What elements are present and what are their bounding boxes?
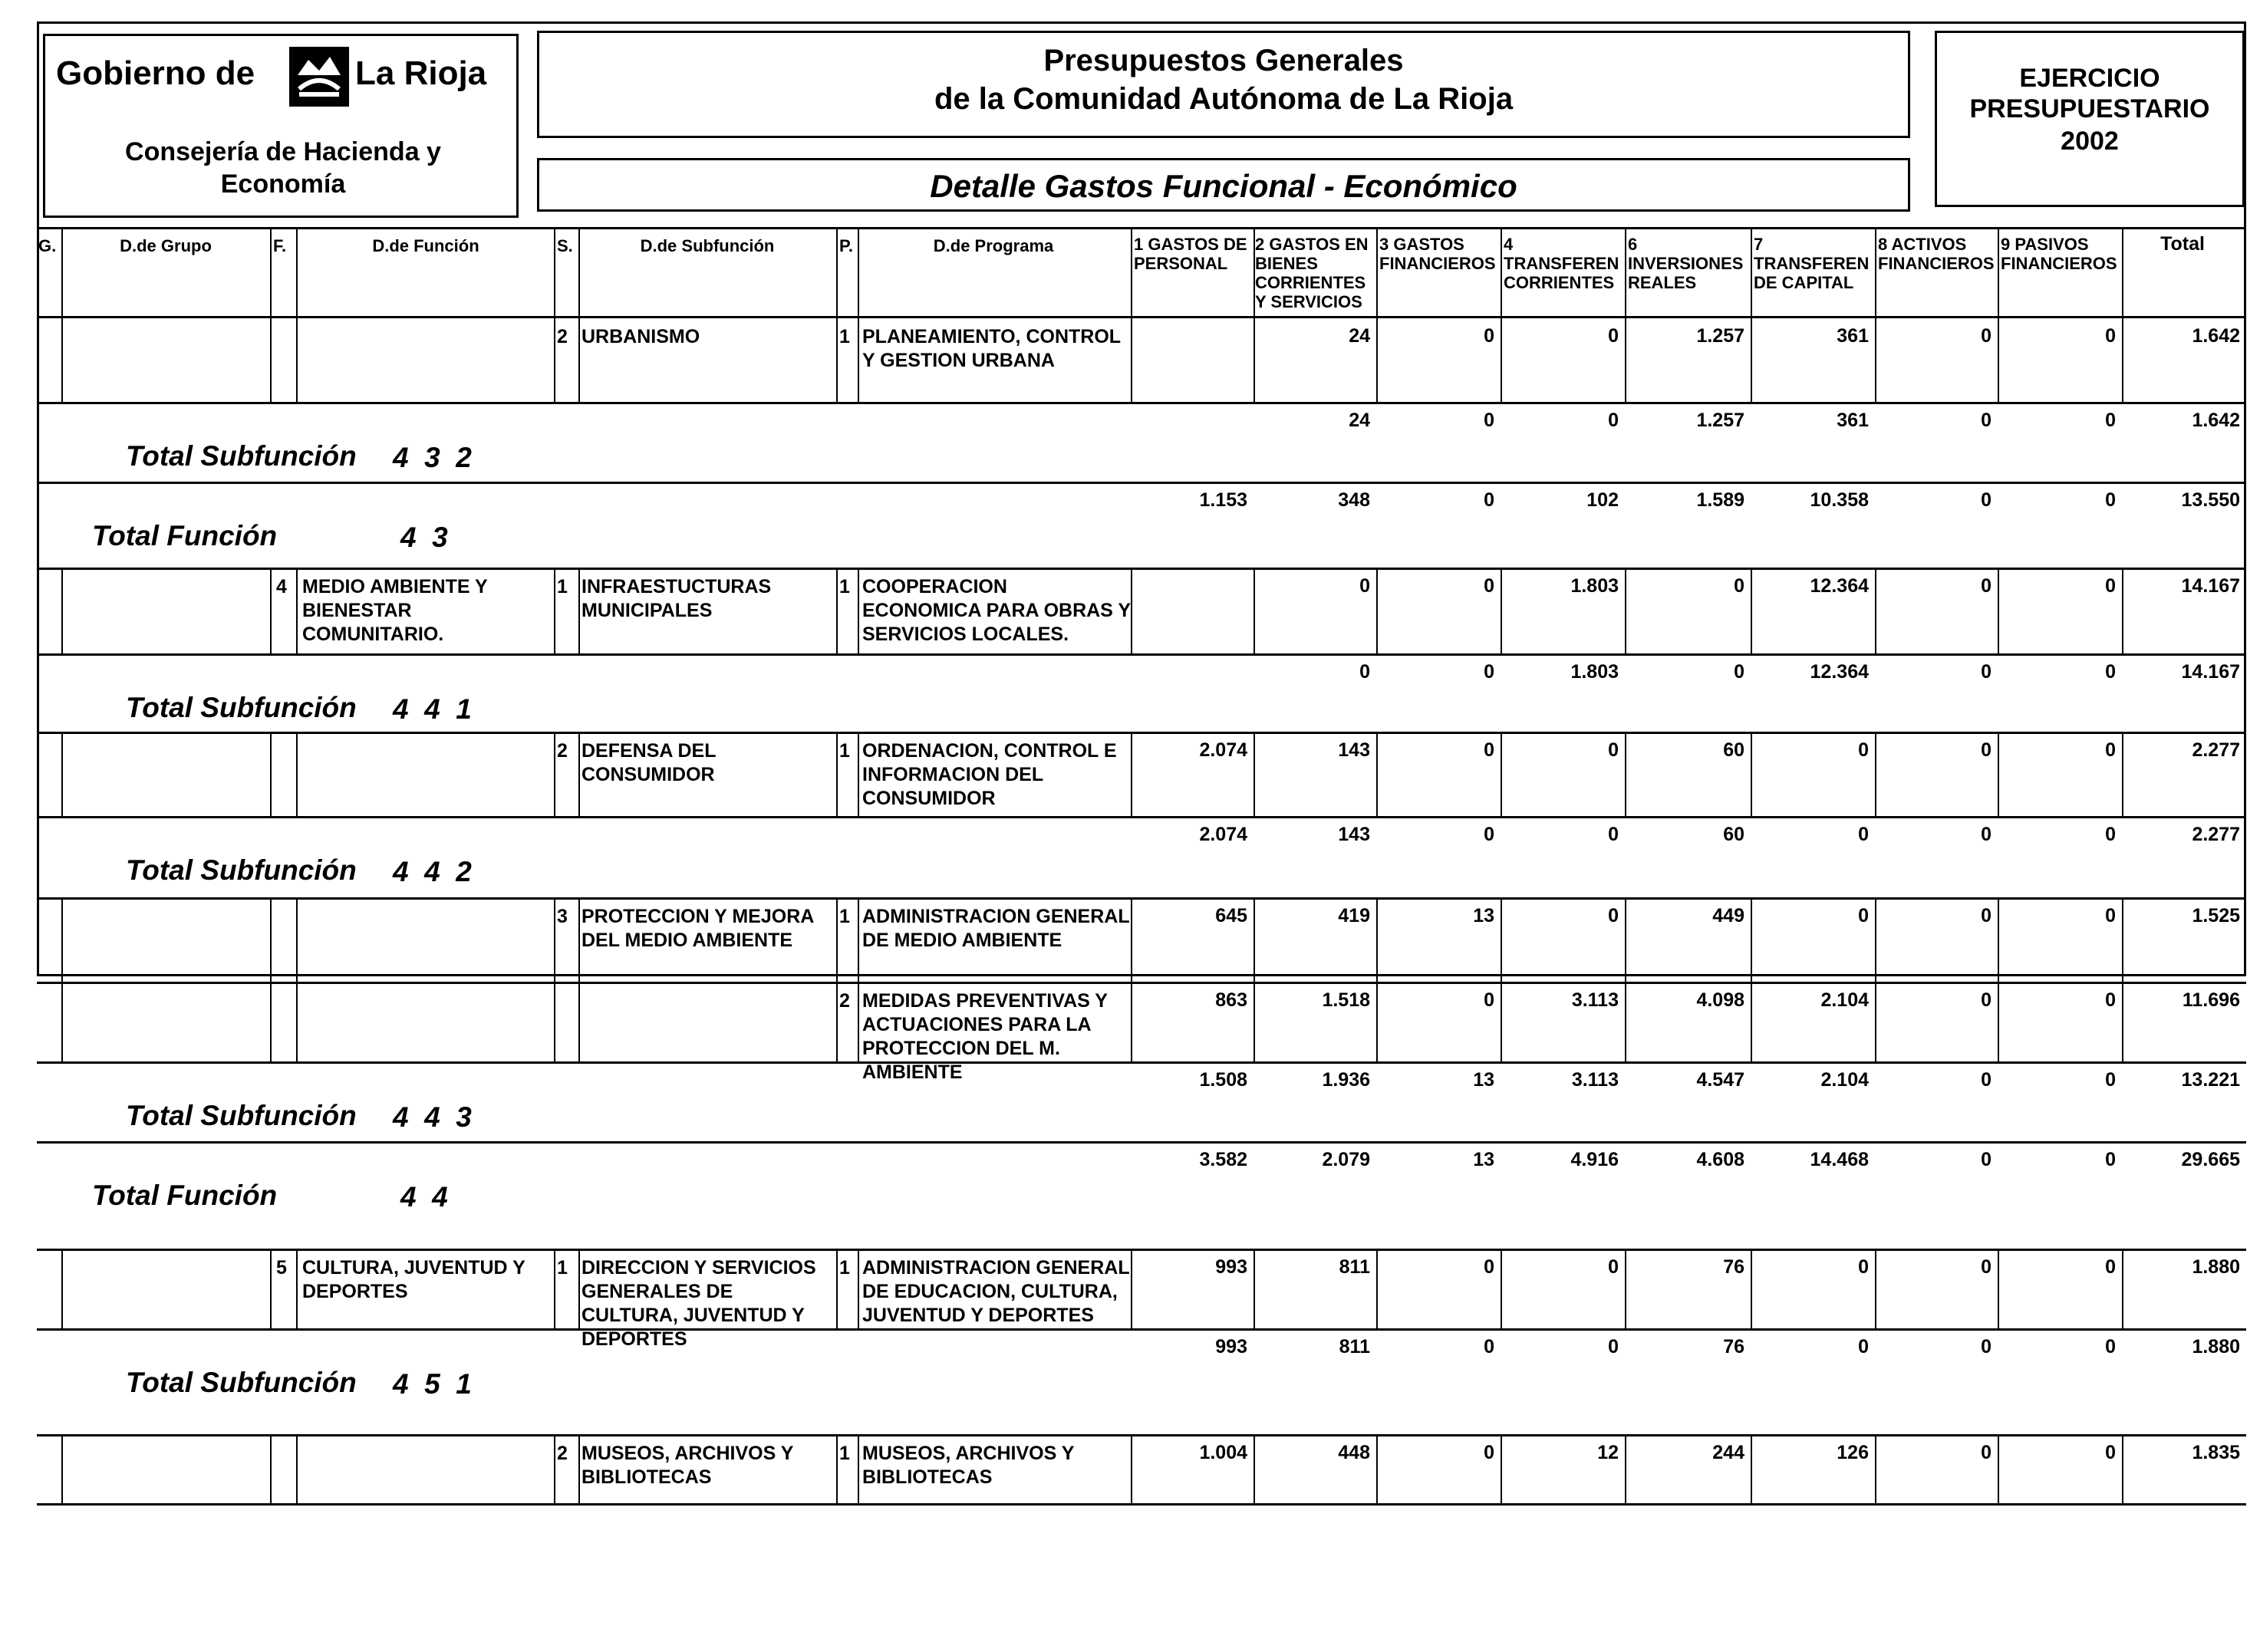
amount-cell: 0 xyxy=(2105,1256,2116,1278)
divider xyxy=(836,229,838,316)
amount-cell: 0 xyxy=(1981,1149,1992,1170)
amount-cell: 0 xyxy=(1981,824,1992,845)
amount-cell: 0 xyxy=(1981,575,1992,597)
amount-cell: 2.074 xyxy=(1199,824,1247,845)
amount-cell: 0 xyxy=(1858,824,1869,845)
amount-cell: 1.803 xyxy=(1570,575,1619,597)
divider xyxy=(61,732,63,816)
amount-cell: 448 xyxy=(1338,1442,1370,1463)
divider xyxy=(296,897,298,982)
amount-cell: 1.518 xyxy=(1322,989,1370,1011)
amount-cell: 102 xyxy=(1586,489,1619,511)
col-header-activos: 8 ACTIVOS FINANCIEROS xyxy=(1878,235,1995,273)
programa-desc: ORDENACION, CONTROL E INFORMACION DEL CONSUMIDOR xyxy=(862,740,1117,809)
org-name: La Rioja xyxy=(355,54,487,92)
exercise-line2: PRESUPUESTARIO xyxy=(1969,94,2210,123)
divider xyxy=(1998,229,1999,316)
amount-cell: 13 xyxy=(1473,1069,1494,1091)
amount-cell: 0 xyxy=(2105,1442,2116,1463)
subfuncion-code: 1 xyxy=(557,1257,568,1278)
amount-cell: 449 xyxy=(1712,905,1744,926)
org-line1: Gobierno de xyxy=(56,54,255,92)
amount-cell: 60 xyxy=(1723,824,1744,845)
subfuncion-desc: DEFENSA DEL CONSUMIDOR xyxy=(581,740,717,785)
total-code: 4 4 2 xyxy=(393,856,472,887)
amount-cell: 811 xyxy=(1339,1336,1370,1357)
col-header-financieros: 3 GASTOS FINANCIEROS xyxy=(1379,235,1496,273)
amount-cell: 24 xyxy=(1349,410,1370,431)
programa-code: 2 xyxy=(839,990,850,1012)
amount-cell: 0 xyxy=(1484,325,1494,347)
divider xyxy=(61,318,63,402)
amount-cell: 993 xyxy=(1215,1256,1247,1278)
amount-cell: 0 xyxy=(2105,489,2116,511)
total-label: Total Función xyxy=(92,520,278,551)
amount-cell: 1.803 xyxy=(1570,661,1619,683)
programa-desc: MEDIDAS PREVENTIVAS Y ACTUACIONES PARA LA PROTECCION DEL M. AMBIENTE xyxy=(862,990,1108,1083)
amount-cell: 13.221 xyxy=(2181,1069,2240,1091)
divider xyxy=(858,568,859,653)
amount-cell: 361 xyxy=(1837,325,1869,347)
divider xyxy=(858,229,859,316)
amount-cell: 863 xyxy=(1215,989,1247,1011)
divider xyxy=(836,732,838,816)
amount-cell: 0 xyxy=(1484,489,1494,511)
amount-cell: 14.167 xyxy=(2181,661,2240,683)
amount-cell: 11.696 xyxy=(2182,989,2240,1011)
col-header-f: F. xyxy=(273,236,287,255)
amount-cell: 0 xyxy=(2105,575,2116,597)
total-code: 4 4 3 xyxy=(393,1101,472,1133)
amount-cell: 0 xyxy=(1858,739,1869,761)
col-header-p: P. xyxy=(839,236,853,255)
amount-cell: 1.642 xyxy=(2192,410,2240,431)
divider xyxy=(61,1249,63,1328)
divider xyxy=(270,1249,272,1328)
divider xyxy=(1254,229,1255,316)
amount-cell: 3.113 xyxy=(1571,989,1619,1011)
amount-cell: 0 xyxy=(1484,410,1494,431)
amount-cell: 12.364 xyxy=(1810,575,1869,597)
amount-cell: 76 xyxy=(1723,1256,1744,1278)
amount-cell: 0 xyxy=(1981,489,1992,511)
amount-cell: 2.104 xyxy=(1820,1069,1869,1091)
title-line1: Presupuestos Generales xyxy=(1043,44,1404,77)
divider xyxy=(1131,568,1132,653)
amount-cell: 0 xyxy=(1608,739,1619,761)
subfuncion-desc: MUSEOS, ARCHIVOS Y BIBLIOTECAS xyxy=(581,1443,793,1488)
amount-cell: 2.277 xyxy=(2192,739,2240,761)
col-header-grupo: D.de Grupo xyxy=(120,236,212,255)
subfuncion-code: 2 xyxy=(557,326,568,347)
total-label: Total Subfunción xyxy=(126,1367,357,1398)
amount-cell: 24 xyxy=(1349,325,1370,347)
amount-cell: 12 xyxy=(1597,1442,1619,1463)
divider xyxy=(1751,229,1752,316)
amount-cell: 0 xyxy=(1734,575,1744,597)
amount-cell: 76 xyxy=(1723,1336,1744,1357)
amount-cell: 0 xyxy=(2105,1336,2116,1357)
programa-desc: MUSEOS, ARCHIVOS Y BIBLIOTECAS xyxy=(862,1443,1074,1488)
col-header-transf-capital: 7 TRANSFEREN DE CAPITAL xyxy=(1754,235,1870,292)
department-name: Consejería de Hacienda y Economía xyxy=(125,137,441,199)
title-box xyxy=(537,31,1910,138)
divider xyxy=(578,568,580,653)
divider xyxy=(1875,229,1876,316)
divider xyxy=(61,229,63,316)
amount-cell: 0 xyxy=(1608,410,1619,431)
amount-cell: 0 xyxy=(1981,410,1992,431)
amount-cell: 0 xyxy=(1359,575,1370,597)
amount-cell: 0 xyxy=(1608,325,1619,347)
divider xyxy=(1131,318,1132,402)
amount-cell: 0 xyxy=(1484,824,1494,845)
divider xyxy=(858,1434,859,1503)
divider xyxy=(578,732,580,816)
divider xyxy=(554,732,555,816)
divider xyxy=(270,568,272,653)
divider xyxy=(61,1434,63,1503)
divider xyxy=(270,982,272,1061)
report-subtitle: Detalle Gastos Funcional - Económico xyxy=(930,168,1517,204)
col-header-transf-corrientes: 4 TRANSFEREN CORRIENTES xyxy=(1504,235,1619,292)
subfuncion-desc: PROTECCION Y MEJORA DEL MEDIO AMBIENTE xyxy=(581,906,814,951)
amount-cell: 13.550 xyxy=(2181,489,2240,511)
amount-cell: 361 xyxy=(1837,410,1869,431)
amount-cell: 1.589 xyxy=(1696,489,1744,511)
funcion-code: 5 xyxy=(276,1257,287,1278)
divider xyxy=(836,1249,838,1328)
col-header-personal: 1 GASTOS DE PERSONAL xyxy=(1134,235,1247,273)
exercise-year: 2002 xyxy=(2061,127,2119,156)
divider xyxy=(858,318,859,402)
amount-cell: 0 xyxy=(1981,661,1992,683)
amount-cell: 0 xyxy=(1484,661,1494,683)
col-header-programa: D.de Programa xyxy=(933,236,1054,255)
divider xyxy=(554,897,555,982)
divider xyxy=(858,897,859,982)
total-label: Total Subfunción xyxy=(126,692,357,723)
divider xyxy=(61,897,63,982)
amount-cell: 1.880 xyxy=(2192,1336,2240,1357)
divider xyxy=(554,568,555,653)
amount-cell: 0 xyxy=(1981,905,1992,926)
amount-cell: 1.508 xyxy=(1199,1069,1247,1091)
total-label: Total Subfunción xyxy=(126,1100,357,1131)
divider xyxy=(270,318,272,402)
amount-cell: 0 xyxy=(1484,739,1494,761)
total-code: 4 4 xyxy=(400,1181,448,1213)
amount-cell: 4.098 xyxy=(1696,989,1744,1011)
programa-code: 1 xyxy=(839,740,850,762)
divider xyxy=(554,1249,555,1328)
programa-code: 1 xyxy=(839,1257,850,1278)
total-code: 4 4 1 xyxy=(393,693,472,725)
divider xyxy=(836,897,838,982)
amount-cell: 0 xyxy=(1858,1336,1869,1357)
amount-cell: 645 xyxy=(1215,905,1247,926)
amount-cell: 811 xyxy=(1339,1256,1370,1278)
divider xyxy=(61,982,63,1061)
funcion-code: 4 xyxy=(276,576,287,597)
subfuncion-code: 1 xyxy=(557,576,568,597)
amount-cell: 10.358 xyxy=(1810,489,1869,511)
col-header-bienes: 2 GASTOS EN BIENES CORRIENTES Y SERVICIOS xyxy=(1255,235,1369,311)
divider xyxy=(578,982,580,1061)
programa-code: 1 xyxy=(839,326,850,347)
amount-cell: 1.880 xyxy=(2192,1256,2240,1278)
amount-cell: 0 xyxy=(2105,325,2116,347)
divider xyxy=(858,1249,859,1328)
divider xyxy=(296,982,298,1061)
amount-cell: 14.167 xyxy=(2181,575,2240,597)
amount-cell: 0 xyxy=(1981,739,1992,761)
divider xyxy=(1625,229,1626,316)
amount-cell: 14.468 xyxy=(1810,1149,1869,1170)
la-rioja-logo-icon xyxy=(289,47,349,107)
divider xyxy=(554,982,555,1061)
subfuncion-desc: INFRAESTUCTURAS MUNICIPALES xyxy=(581,576,772,621)
amount-cell: 1.004 xyxy=(1199,1442,1247,1463)
programa-code: 1 xyxy=(839,906,850,927)
amount-cell: 0 xyxy=(1858,905,1869,926)
exercise-line1: EJERCICIO xyxy=(2019,64,2160,93)
amount-cell: 4.608 xyxy=(1696,1149,1744,1170)
divider xyxy=(836,568,838,653)
title-line2: de la Comunidad Autónoma de La Rioja xyxy=(934,82,1514,116)
amount-cell: 1.525 xyxy=(2192,905,2240,926)
amount-cell: 143 xyxy=(1338,824,1370,845)
amount-cell: 0 xyxy=(1981,1256,1992,1278)
amount-cell: 0 xyxy=(1359,661,1370,683)
divider xyxy=(61,568,63,653)
amount-cell: 1.835 xyxy=(2192,1442,2240,1463)
amount-cell: 3.113 xyxy=(1571,1069,1619,1091)
amount-cell: 348 xyxy=(1338,489,1370,511)
divider xyxy=(2122,229,2123,316)
divider xyxy=(1131,229,1132,316)
programa-desc: ADMINISTRACION GENERAL DE MEDIO AMBIENTE xyxy=(862,906,1130,951)
total-label: Total Función xyxy=(92,1180,278,1211)
subfuncion-desc: DIRECCION Y SERVICIOS GENERALES DE CULTURA, JUVENTUD Y DEPORTES xyxy=(581,1257,816,1350)
divider xyxy=(554,1434,555,1503)
col-header-subfuncion: D.de Subfunción xyxy=(640,236,775,255)
amount-cell: 2.277 xyxy=(2192,824,2240,845)
divider xyxy=(270,229,272,316)
divider xyxy=(270,732,272,816)
subtitle-box xyxy=(537,158,1910,212)
divider xyxy=(296,318,298,402)
divider xyxy=(270,1434,272,1503)
divider xyxy=(836,1434,838,1503)
total-code: 4 3 xyxy=(400,522,448,553)
amount-cell: 0 xyxy=(2105,661,2116,683)
amount-cell: 1.936 xyxy=(1322,1069,1370,1091)
amount-cell: 126 xyxy=(1837,1442,1869,1463)
divider xyxy=(1501,229,1502,316)
programa-code: 1 xyxy=(839,576,850,597)
total-code: 4 5 1 xyxy=(393,1368,472,1400)
subfuncion-desc: URBANISMO xyxy=(581,326,700,347)
programa-desc: ADMINISTRACION GENERAL DE EDUCACION, CULTURA, JUVENTUD Y DEPORTES xyxy=(862,1257,1130,1326)
divider xyxy=(858,982,859,1061)
amount-cell: 0 xyxy=(2105,410,2116,431)
amount-cell: 419 xyxy=(1338,905,1370,926)
amount-cell: 2.079 xyxy=(1322,1149,1370,1170)
amount-cell: 0 xyxy=(1981,1069,1992,1091)
funcion-desc: CULTURA, JUVENTUD Y DEPORTES xyxy=(302,1257,525,1302)
amount-cell: 0 xyxy=(1608,905,1619,926)
subfuncion-code: 3 xyxy=(557,906,568,927)
amount-cell: 0 xyxy=(1981,989,1992,1011)
programa-code: 1 xyxy=(839,1443,850,1464)
subfuncion-code: 2 xyxy=(557,1443,568,1464)
divider xyxy=(836,982,838,1061)
divider xyxy=(578,318,580,402)
amount-cell: 0 xyxy=(1608,1256,1619,1278)
amount-cell: 1.642 xyxy=(2192,325,2240,347)
total-label: Total Subfunción xyxy=(126,440,357,472)
funcion-desc: MEDIO AMBIENTE Y BIENESTAR COMUNITARIO. xyxy=(302,576,488,645)
exercise-box xyxy=(1935,31,2245,207)
amount-cell: 29.665 xyxy=(2181,1149,2240,1170)
amount-cell: 12.364 xyxy=(1810,661,1869,683)
divider xyxy=(296,1434,298,1503)
amount-cell: 0 xyxy=(1484,575,1494,597)
amount-cell: 0 xyxy=(1981,1336,1992,1357)
amount-cell: 0 xyxy=(1484,1256,1494,1278)
divider xyxy=(554,229,555,316)
amount-cell: 0 xyxy=(1981,325,1992,347)
divider xyxy=(578,1249,580,1328)
amount-cell: 244 xyxy=(1712,1442,1744,1463)
programa-desc: COOPERACION ECONOMICA PARA OBRAS Y SERVICIOS LOCALES. xyxy=(862,576,1131,645)
divider xyxy=(270,897,272,982)
amount-cell: 4.916 xyxy=(1570,1149,1619,1170)
divider xyxy=(578,1434,580,1503)
col-header-total: Total xyxy=(2160,235,2205,254)
amount-cell: 13 xyxy=(1473,905,1494,926)
amount-cell: 0 xyxy=(1484,1336,1494,1357)
amount-cell: 993 xyxy=(1215,1336,1247,1357)
amount-cell: 0 xyxy=(2105,1069,2116,1091)
divider xyxy=(554,318,555,402)
amount-cell: 2.104 xyxy=(1820,989,1869,1011)
programa-desc: PLANEAMIENTO, CONTROL Y GESTION URBANA xyxy=(862,326,1121,371)
total-label: Total Subfunción xyxy=(126,854,357,886)
amount-cell: 60 xyxy=(1723,739,1744,761)
divider xyxy=(836,318,838,402)
col-header-pasivos: 9 PASIVOS FINANCIEROS xyxy=(2001,235,2117,273)
divider xyxy=(858,732,859,816)
amount-cell: 0 xyxy=(1484,1442,1494,1463)
org-box xyxy=(43,34,519,218)
header-top-rule xyxy=(37,227,2246,229)
amount-cell: 0 xyxy=(1608,824,1619,845)
total-code: 4 3 2 xyxy=(393,442,472,473)
amount-cell: 0 xyxy=(1981,1442,1992,1463)
divider xyxy=(296,732,298,816)
amount-cell: 143 xyxy=(1338,739,1370,761)
divider xyxy=(296,229,298,316)
divider xyxy=(578,897,580,982)
amount-cell: 0 xyxy=(1484,989,1494,1011)
amount-cell: 1.257 xyxy=(1696,325,1744,347)
subfuncion-code: 2 xyxy=(557,740,568,762)
col-header-funcion: D.de Función xyxy=(372,236,479,255)
amount-cell: 0 xyxy=(1608,1336,1619,1357)
amount-cell: 3.582 xyxy=(1199,1149,1247,1170)
amount-cell: 1.257 xyxy=(1696,410,1744,431)
amount-cell: 0 xyxy=(2105,1149,2116,1170)
row-rule xyxy=(37,1503,2246,1506)
amount-cell: 0 xyxy=(2105,905,2116,926)
amount-cell: 0 xyxy=(2105,824,2116,845)
amount-cell: 4.547 xyxy=(1696,1069,1744,1091)
amount-cell: 13 xyxy=(1473,1149,1494,1170)
amount-cell: 0 xyxy=(2105,739,2116,761)
col-header-s: S. xyxy=(557,236,573,255)
amount-cell: 0 xyxy=(2105,989,2116,1011)
amount-cell: 2.074 xyxy=(1199,739,1247,761)
amount-cell: 0 xyxy=(1858,1256,1869,1278)
divider xyxy=(578,229,580,316)
col-header-inversiones: 6 INVERSIONES REALES xyxy=(1628,235,1744,292)
col-header-g: G. xyxy=(38,236,57,255)
amount-cell: 1.153 xyxy=(1199,489,1247,511)
amount-cell: 0 xyxy=(1734,661,1744,683)
divider xyxy=(1376,229,1378,316)
